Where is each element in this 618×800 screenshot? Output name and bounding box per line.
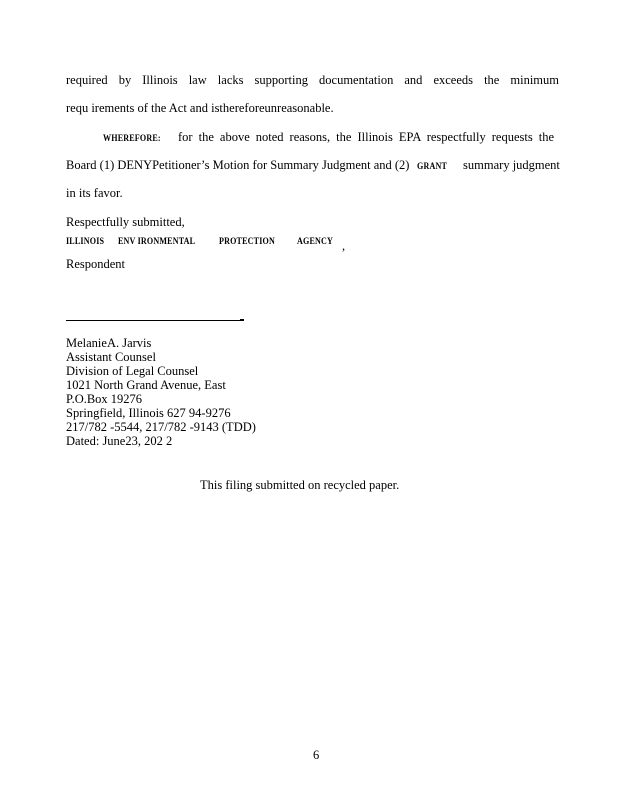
wherefore-line2-summary: summary judgment [463, 158, 560, 172]
signer-name: MelanieA. Jarvis [66, 336, 152, 350]
wherefore-line1: for the above noted reasons, the Illinois EPA respectfully requests the [178, 130, 554, 144]
wherefore-line2-motion: Petitioner’s Motion for Summary Judgment and (2) [152, 158, 410, 172]
signer-phone: 217/782 -5544, 217/782 -9143 (TDD) [66, 420, 256, 434]
signature-line [66, 320, 244, 321]
paragraph1-line2: requ irements of the Act and isthereforeunreasonable. [66, 101, 334, 115]
agency-word-illinois: ILLINOIS [66, 237, 105, 247]
signer-po-box: P.O.Box 19276 [66, 392, 143, 406]
wherefore-keyword [103, 130, 171, 146]
wherefore-line2 [66, 158, 560, 174]
agency-comma: , [342, 239, 346, 253]
signer-division: Division of Legal Counsel [66, 364, 199, 378]
agency-word-agency: AGENCY [297, 237, 334, 247]
respondent-label: Respondent [66, 257, 126, 271]
agency-word-protection: PROTECTION [219, 237, 275, 247]
respectfully-submitted: Respectfully submitted, [66, 215, 185, 229]
recycled-paper-note: This filing submitted on recycled paper. [200, 478, 400, 492]
agency-name [66, 237, 356, 251]
agency-word-environmental: ENV IRONMENTAL [118, 237, 196, 247]
signer-title: Assistant Counsel [66, 350, 156, 364]
signer-street: 1021 North Grand Avenue, East [66, 378, 226, 392]
wherefore-line2-grant: GRANT [416, 162, 447, 172]
signer-dated: Dated: June23, 202 2 [66, 434, 173, 448]
wherefore-label: WHEREFORE: [103, 134, 161, 144]
wherefore-line3: in its favor. [66, 186, 123, 200]
signer-city: Springfield, Illinois 627 94-9276 [66, 406, 231, 420]
wherefore-line2-board: Board (1) [66, 158, 115, 172]
paragraph1-line1: required by Illinois law lacks supporting documentation and exceeds the minimum [66, 73, 559, 87]
page-number: 6 [313, 748, 320, 762]
signature-line-mark [240, 319, 244, 321]
wherefore-line2-deny: DENY [117, 158, 153, 172]
